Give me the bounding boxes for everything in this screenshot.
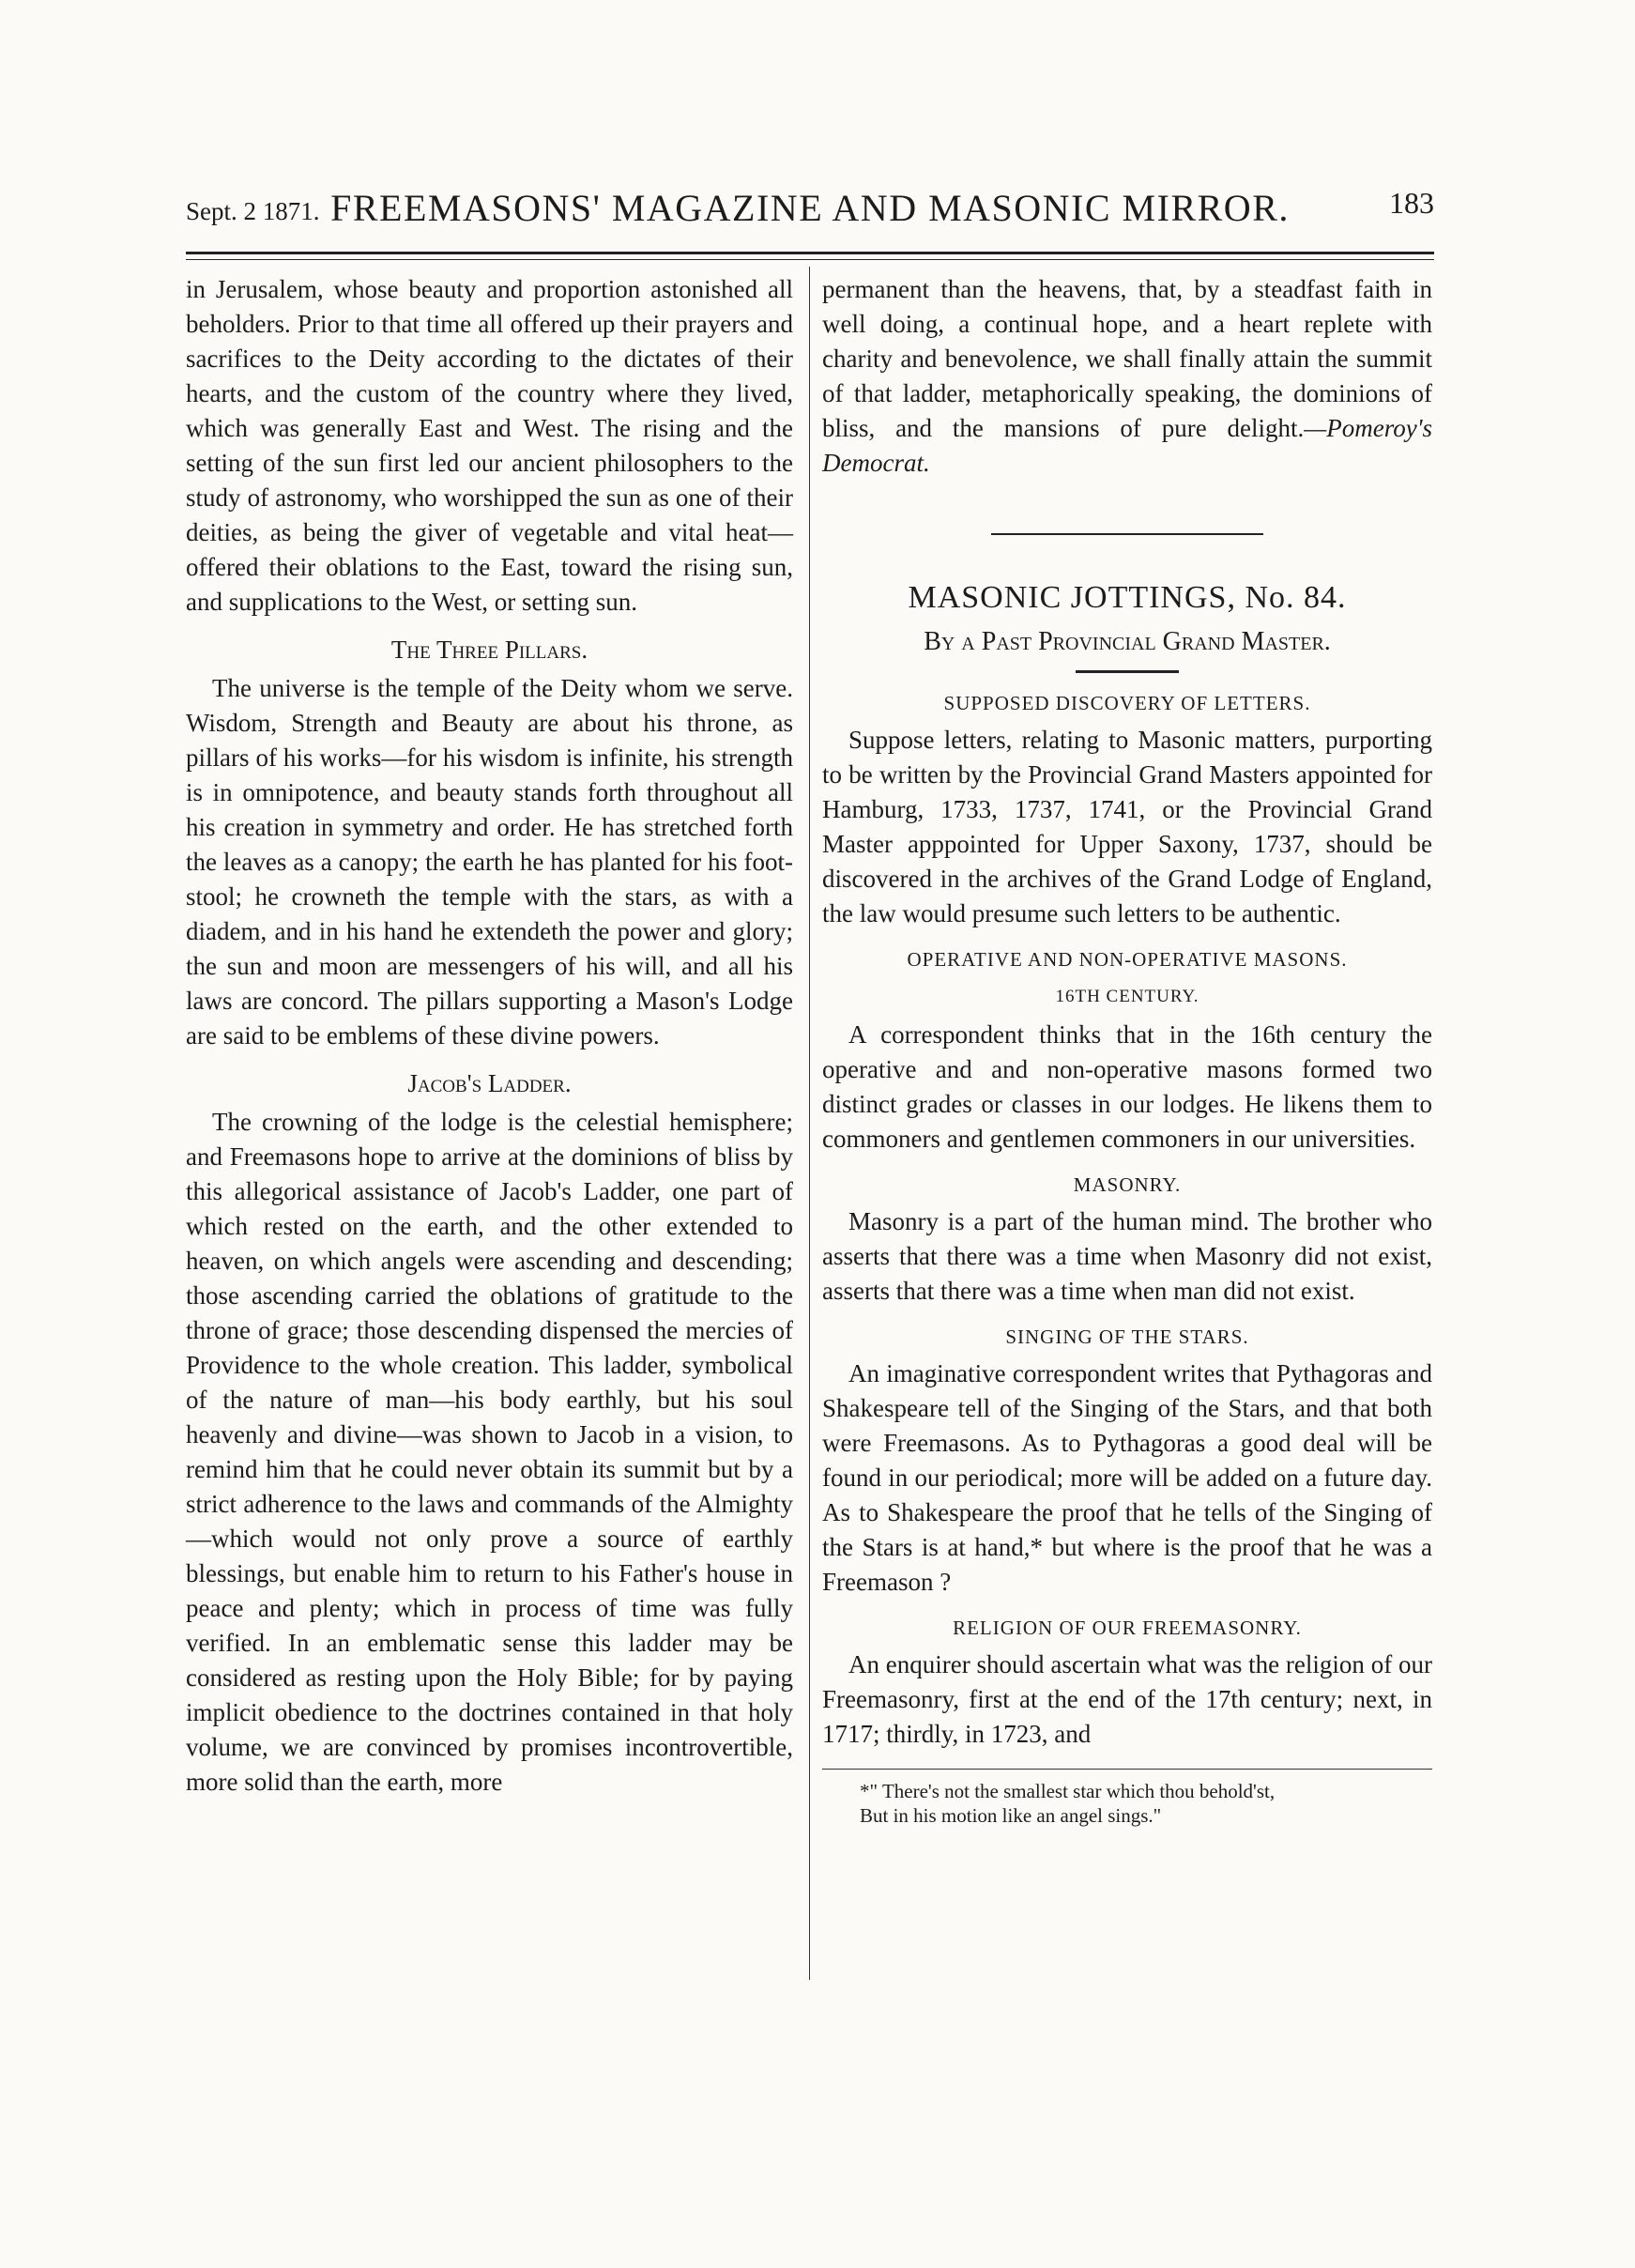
article-byline: By a Past Provincial Grand Master. <box>924 627 1331 656</box>
article-title: MASONIC JOTTINGS, No. 84. <box>908 580 1347 615</box>
footnote-line-2: But in his motion like an angel sings." <box>860 1804 1162 1827</box>
heading-supposed-discovery: SUPPOSED DISCOVERY OF LETTERS. <box>943 692 1311 714</box>
heading-three-pillars: The Three Pillars. <box>390 636 588 664</box>
source-citation: —Pomeroy's Democrat. <box>822 414 1432 477</box>
heading-jacobs-ladder: Jacob's Ladder. <box>407 1069 572 1097</box>
page-number: 183 <box>1389 186 1434 220</box>
paragraph-masonry: Masonry is a part of the human mind. The brother who asserts that there was a time when Masonry did not exist, asserts that there was a time when man did not exist. <box>822 1207 1432 1305</box>
section-rule <box>991 533 1263 535</box>
subheading-century: 16TH CENTURY. <box>1055 987 1200 1006</box>
header-rule <box>186 252 1434 254</box>
heading-religion: RELIGION OF OUR FREEMASONRY. <box>953 1617 1302 1639</box>
left-paragraph-1: in Jerusalem, whose beauty and proportion astonished all beholders. Prior to that time all offered up their prayers and sacrifices to the Deity according to the dictates of their hearts, and the custom of the country where they lived, which was generally East and West. The rising and the setting of the sun first led our ancient philosophers to the study of astronomy, who worshipped the sun as one of their deities, as being the giver of vegetable and vital heat—offered their oblations to the East, toward the rising sun, and supplications to the West, or setting sun. <box>186 275 793 616</box>
paragraph-operative-masons: A correspondent thinks that in the 16th century the operative and and non-operative masons formed two distinct grades or classes in our lodges. He likens them to commoners and gentlemen commoners in our universities. <box>822 1020 1432 1153</box>
paragraph-religion: An enquirer should ascertain what was the religion of our Freemasonry, first at the end of the 17th century; next, in 1717; thirdly, in 1723, and <box>822 1650 1432 1748</box>
paragraph-supposed-discovery: Suppose letters, relating to Masonic matters, purporting to be written by the Provincial Grand Masters appointed for Hamburg, 1733, 1737, 1741, or the Provincial Grand Master apppointed for Upper Saxony, 1737, should be discovered in the archives of the Grand Lodge of England, the law would presume such letters to be authentic. <box>822 726 1432 927</box>
heading-operative-masons: OPERATIVE AND NON-OPERATIVE MASONS. <box>907 948 1348 971</box>
header-rule-thin <box>186 259 1434 260</box>
footnote-line-1: *" There's not the smallest star which thou behold'st, <box>860 1780 1276 1802</box>
issue-date: Sept. 2 1871. <box>186 197 320 225</box>
footnote-rule <box>822 1769 1432 1770</box>
right-column <box>822 272 1432 1828</box>
page-header <box>186 178 1434 235</box>
heading-singing-stars: SINGING OF THE STARS. <box>1005 1326 1249 1348</box>
masthead-title: FREEMASONS' MAGAZINE AND MASONIC MIRROR. <box>330 187 1290 229</box>
right-paragraph-1 <box>822 272 1432 481</box>
left-paragraph-2: The universe is the temple of the Deity whom we serve. Wisdom, Strength and Beauty are about his throne, as pillars of his works—for his wisdom is infinite, his strength is in omnipotence, and beauty stands forth throughout all his creation in symmetry and order. He has stretched forth the leaves as a canopy; the earth he has planted for his foot-stool; he crowneth the temple with the stars, as with a diadem, and in his hand he extendeth the power and glory; the sun and moon are messengers of his will, and all his laws are concord. The pillars supporting a Mason's Lodge are said to be emblems of these divine powers. <box>186 674 793 1050</box>
right-paragraph-1-text: permanent than the heavens, that, by a steadfast faith in well doing, a continual hope, and a heart replete with charity and benevolence, we shall finally attain the summit of that ladder, metaphorically speaking, the dominions of bliss, and the mansions of pure delight. <box>822 275 1432 442</box>
footnote <box>822 1779 1432 1828</box>
byline-rule <box>1076 670 1179 673</box>
column-divider <box>809 267 810 1980</box>
heading-masonry: MASONRY. <box>1073 1173 1182 1196</box>
left-column <box>186 272 793 1800</box>
left-paragraph-3: The crowning of the lodge is the celestial hemisphere; and Freemasons hope to arrive at the dominions of bliss by this allegorical assistance of Jacob's Ladder, one part of which rested on the earth, and the other extended to heaven, on which angels were ascending and descending; those ascending carried the oblations of gratitude to the throne of grace; those descending dispensed the mercies of Providence to the whole creation. This ladder, symbolical of the nature of man—his body earthly, but his soul heavenly and divine—was shown to Jacob in a vision, to remind him that he could never obtain its summit but by a strict adherence to the laws and commands of the Almighty—which would not only prove a source of earthly blessings, but enable him to return to his Father's house in peace and plenty; which in process of time was fully verified. In an emblematic sense this ladder may be considered as resting upon the Holy Bible; for by paying implicit obedience to the doctrines contained in that holy volume, we are convinced by promises incontrovertible, more solid than the earth, more <box>186 1108 793 1796</box>
paragraph-singing-stars: An imaginative correspondent writes that Pythagoras and Shakespeare tell of the Singing of the Stars, and that both were Freemasons. As to Pythagoras a good deal will be found in our periodical; more will be added on a future day. As to Shakespeare the proof that he tells of the Singing of the Stars is at hand,* but where is the proof that he was a Freemason ? <box>822 1359 1432 1596</box>
